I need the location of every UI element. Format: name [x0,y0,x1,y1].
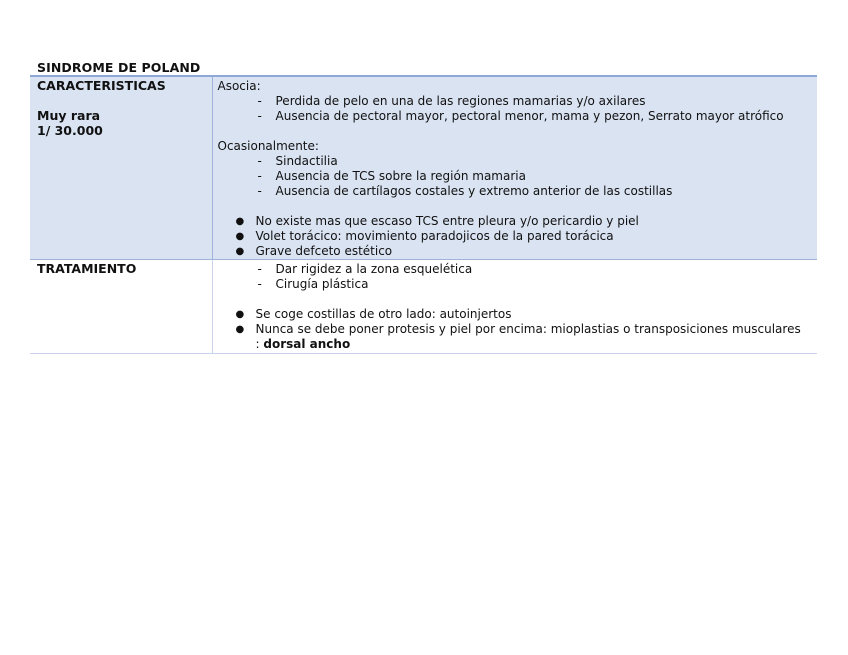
bullet-marker: ● [235,216,245,227]
tratamiento-dash-text: Dar rigidez a la zona esquelética [275,262,473,276]
dash-marker: - [257,94,262,108]
tratamiento-row [30,260,817,354]
label-spacer [37,93,212,108]
poland-table [30,75,817,354]
asocia-item-text: Ausencia de pectoral mayor, pectoral menor, mama y pezon, Serrato mayor atrófico [275,109,784,123]
cell-bottom-pad [218,352,818,353]
list-item [218,229,818,244]
list-item [218,214,818,229]
dash-marker: - [257,184,262,198]
tratamiento-label-cell [30,260,212,354]
bullet-marker: ● [235,309,245,320]
paragraph-spacer [218,124,818,139]
bullet-item-text: Grave defceto estético [255,244,393,258]
ocasional-item-text: Ausencia de TCS sobre la región mamaria [275,169,526,183]
dash-marker: - [257,262,262,276]
tratamiento-bullet-text: Se coge costillas de otro lado: autoinjertos [255,307,512,321]
document-title: SINDROME DE POLAND [37,60,201,75]
list-item [218,154,818,169]
bullet-item-text: Volet torácico: movimiento paradojicos de la pared torácica [255,229,614,243]
bullet-item-text: No existe mas que escaso TCS entre pleura y/o pericardio y piel [255,214,639,228]
list-item [218,169,818,184]
frequency-label: Muy rara [37,108,101,123]
ocasional-item-text: Sindactilia [275,154,338,168]
list-item [218,277,818,292]
tratamiento-bullet-text: Nunca se debe poner protesis y piel por encima: mioplastias o transposiciones musculares : [255,322,801,351]
list-item [218,262,818,277]
caracteristicas-content-cell [212,76,817,260]
tratamiento-dash-text: Cirugía plástica [275,277,369,291]
paragraph-spacer [218,292,818,307]
bullet-marker: ● [235,246,245,257]
dash-marker: - [257,169,262,183]
ocasional-heading: Ocasionalmente: [217,139,319,153]
list-item [218,184,818,199]
caracteristicas-label: CARACTERISTICAS [37,78,166,93]
bullet-marker: ● [235,324,245,335]
list-item [218,109,818,124]
asocia-heading: Asocia: [217,79,261,93]
paragraph-spacer [218,199,818,214]
frequency-value: 1/ 30.000 [37,123,103,138]
tratamiento-bullet-bold: dorsal ancho [263,337,351,351]
dash-marker: - [257,154,262,168]
caracteristicas-row [30,76,817,260]
list-item [218,322,818,352]
tratamiento-label: TRATAMIENTO [37,261,137,276]
list-item [218,307,818,322]
tratamiento-content-cell [212,260,817,354]
ocasional-item-text: Ausencia de cartílagos costales y extremo anterior de las costillas [275,184,673,198]
list-item [218,94,818,109]
bullet-marker: ● [235,231,245,242]
asocia-item-text: Perdida de pelo en una de las regiones mamarias y/o axilares [275,94,646,108]
dash-marker: - [257,277,262,291]
list-item [218,244,818,259]
dash-marker: - [257,109,262,123]
caracteristicas-label-cell [30,76,212,260]
